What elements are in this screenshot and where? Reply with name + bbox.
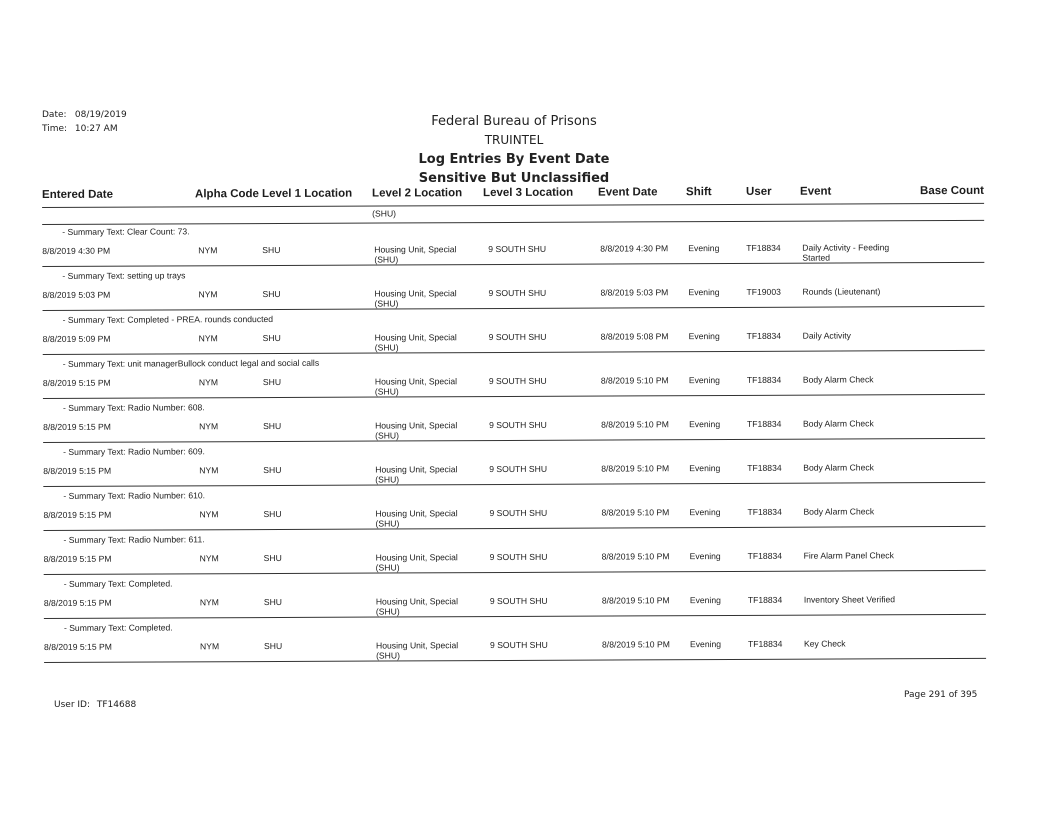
table-row <box>42 237 984 269</box>
table-row <box>44 545 986 577</box>
summary-text: - Summary Text: Clear Count: 73. <box>62 226 190 237</box>
summary-text: - Summary Text: unit managerBullock conduct legal and social calls <box>62 357 320 369</box>
col-shift: Shift <box>686 186 712 199</box>
cell-alpha-code: NYM <box>199 553 219 564</box>
cell-level2-location: Housing Unit, Special (SHU) <box>374 376 458 397</box>
cell-event: Daily Activity <box>802 330 851 341</box>
report-name: Log Entries By Event Date <box>418 152 610 167</box>
cell-event-date: 8/8/2019 4:30 PM <box>600 243 669 254</box>
cell-user: TF18834 <box>747 462 782 473</box>
cell-level3-location: 9 SOUTH SHU <box>488 331 547 343</box>
col-user: User <box>746 185 772 198</box>
cell-event: Body Alarm Check <box>803 418 874 429</box>
cell-level3-location: 9 SOUTH SHU <box>489 507 548 519</box>
col-event-date: Event Date <box>598 186 658 199</box>
cell-level1-location: SHU <box>262 376 282 388</box>
carryover-text: (SHU) <box>372 208 397 219</box>
date-label: Date: <box>42 110 67 120</box>
table-row <box>43 501 985 533</box>
col-level1: Level 1 Location <box>262 187 353 201</box>
cell-level1-location: SHU <box>263 464 282 476</box>
cell-entered-date: 8/8/2019 4:30 PM <box>42 245 111 256</box>
cell-user: TF18834 <box>747 418 782 429</box>
cell-shift: Evening <box>689 551 721 562</box>
table-row <box>42 281 984 313</box>
summary-text: - Summary Text: Radio Number: 610. <box>63 490 206 501</box>
cell-level1-location: SHU <box>262 332 281 344</box>
cell-level1-location: SHU <box>263 420 282 432</box>
cell-event-date: 8/8/2019 5:10 PM <box>601 419 669 430</box>
cell-shift: Evening <box>689 507 721 518</box>
cell-level2-location: Housing Unit, Special (SHU) <box>375 464 458 485</box>
col-event: Event <box>800 185 832 198</box>
cell-entered-date: 8/8/2019 5:15 PM <box>42 377 111 388</box>
cell-event-date: 8/8/2019 5:10 PM <box>601 551 670 562</box>
cell-event-date: 8/8/2019 5:10 PM <box>601 463 670 474</box>
cell-event: Body Alarm Check <box>803 506 875 517</box>
cell-shift: Evening <box>688 287 720 298</box>
cell-level3-location: 9 SOUTH SHU <box>489 419 547 431</box>
date-value: 08/19/2019 <box>74 110 127 120</box>
summary-text: - Summary Text: Completed. <box>63 622 173 633</box>
cell-level1-location: SHU <box>263 596 282 608</box>
cell-user: TF18834 <box>747 506 782 517</box>
cell-user: TF18834 <box>747 550 783 561</box>
cell-event: Key Check <box>803 638 846 649</box>
cell-event: Body Alarm Check <box>803 462 874 473</box>
cell-shift: Evening <box>689 419 721 430</box>
cell-entered-date: 8/8/2019 5:15 PM <box>43 597 112 608</box>
user-id-label: User ID: <box>54 700 90 710</box>
cell-entered-date: 8/8/2019 5:15 PM <box>43 465 112 476</box>
summary-text: - Summary Text: Completed - PREA. rounds conducted <box>62 313 274 325</box>
cell-level3-location: 9 SOUTH SHU <box>488 375 547 387</box>
page-number: Page 291 of 395 <box>904 690 978 700</box>
cell-level3-location: 9 SOUTH SHU <box>489 639 548 651</box>
agency-name: Federal Bureau of Prisons <box>431 114 597 129</box>
report-title <box>0 112 1028 188</box>
cell-level1-location: SHU <box>262 244 281 256</box>
col-base-count: Base Count <box>920 184 984 198</box>
cell-level2-location: Housing Unit, Special (SHU) <box>375 420 458 441</box>
time-value: 10:27 AM <box>74 124 118 134</box>
summary-text: - Summary Text: Radio Number: 611. <box>63 534 205 545</box>
cell-entered-date: 8/8/2019 5:15 PM <box>43 553 112 564</box>
summary-text: - Summary Text: Completed. <box>63 578 173 589</box>
time-label: Time: <box>42 124 68 134</box>
cell-event-date: 8/8/2019 5:10 PM <box>601 639 670 650</box>
cell-shift: Evening <box>688 243 720 254</box>
cell-level3-location: 9 SOUTH SHU <box>489 463 548 475</box>
system-name: TRUINTEL <box>484 133 544 147</box>
table-row <box>43 369 985 401</box>
cell-shift: Evening <box>689 595 721 606</box>
summary-text: - Summary Text: Radio Number: 608. <box>62 402 205 413</box>
cell-alpha-code: NYM <box>199 421 219 432</box>
cell-event: Daily Activity - Feeding Started <box>802 242 890 263</box>
cell-level2-location: Housing Unit, Special (SHU) <box>374 244 457 265</box>
cell-user: TF18834 <box>746 374 782 385</box>
cell-user: TF19003 <box>746 286 781 297</box>
cell-level1-location: SHU <box>263 640 283 652</box>
cell-level3-location: 9 SOUTH SHU <box>489 595 548 607</box>
cell-entered-date: 8/8/2019 5:09 PM <box>42 333 111 344</box>
cell-entered-date: 8/8/2019 5:15 PM <box>43 421 111 432</box>
cell-entered-date: 8/8/2019 5:15 PM <box>43 641 112 652</box>
cell-level1-location: SHU <box>263 508 282 520</box>
col-level3: Level 3 Location <box>483 186 574 200</box>
cell-level1-location: SHU <box>262 288 281 300</box>
cell-alpha-code: NYM <box>198 333 218 344</box>
cell-event: Rounds (Lieutenant) <box>802 286 881 297</box>
cell-shift: Evening <box>689 639 722 650</box>
cell-level3-location: 9 SOUTH SHU <box>488 243 547 255</box>
cell-user: TF18834 <box>746 330 782 341</box>
cell-level2-location: Housing Unit, Special (SHU) <box>374 332 457 353</box>
cell-level2-location: Housing Unit, Special (SHU) <box>375 596 459 617</box>
cell-user: TF18834 <box>747 594 783 605</box>
cell-event: Fire Alarm Panel Check <box>803 550 894 561</box>
cell-entered-date: 8/8/2019 5:15 PM <box>43 509 112 520</box>
summary-text: - Summary Text: Radio Number: 609. <box>63 446 205 457</box>
cell-level3-location: 9 SOUTH SHU <box>488 287 547 299</box>
cell-level2-location: Housing Unit, Special (SHU) <box>375 508 458 529</box>
cell-shift: Evening <box>688 375 720 386</box>
table-row <box>43 457 985 489</box>
cell-alpha-code: NYM <box>198 377 218 388</box>
col-entered-date: Entered Date <box>42 188 114 201</box>
cell-event-date: 8/8/2019 5:03 PM <box>600 287 669 298</box>
cell-level2-location: Housing Unit, Special (SHU) <box>375 640 459 661</box>
cell-level1-location: SHU <box>263 552 282 564</box>
table-row <box>44 633 986 665</box>
cell-shift: Evening <box>689 463 721 474</box>
cell-event: Body Alarm Check <box>802 374 874 385</box>
summary-text: - Summary Text: setting up trays <box>62 270 186 281</box>
log-entries-table <box>42 181 986 665</box>
cell-alpha-code: NYM <box>198 245 218 256</box>
table-row <box>43 413 985 445</box>
cell-entered-date: 8/8/2019 5:03 PM <box>42 289 111 300</box>
cell-alpha-code: NYM <box>198 289 218 300</box>
cell-event: Inventory Sheet Verified <box>803 594 896 605</box>
cell-event-date: 8/8/2019 5:10 PM <box>600 375 669 386</box>
cell-alpha-code: NYM <box>199 465 219 476</box>
classification: Sensitive But Unclassified <box>418 171 610 186</box>
table-row <box>44 589 986 621</box>
cell-event-date: 8/8/2019 5:10 PM <box>601 507 670 518</box>
cell-level2-location: Housing Unit, Special (SHU) <box>374 288 457 309</box>
cell-level3-location: 9 SOUTH SHU <box>489 551 548 563</box>
cell-alpha-code: NYM <box>199 597 219 608</box>
cell-alpha-code: NYM <box>199 641 220 652</box>
footer-user <box>54 700 136 710</box>
cell-user: TF18834 <box>746 242 781 253</box>
row-divider <box>44 658 986 663</box>
col-level2: Level 2 Location <box>372 187 463 200</box>
cell-event-date: 8/8/2019 5:08 PM <box>600 331 669 342</box>
cell-user: TF18834 <box>747 638 783 649</box>
table-row <box>43 325 985 357</box>
user-id-value: TF14688 <box>96 700 137 710</box>
col-alpha-code: Alpha Code <box>195 188 259 201</box>
cell-level2-location: Housing Unit, Special (SHU) <box>375 552 458 573</box>
cell-event-date: 8/8/2019 5:10 PM <box>601 595 670 606</box>
cell-alpha-code: NYM <box>199 509 219 520</box>
cell-shift: Evening <box>688 331 720 342</box>
